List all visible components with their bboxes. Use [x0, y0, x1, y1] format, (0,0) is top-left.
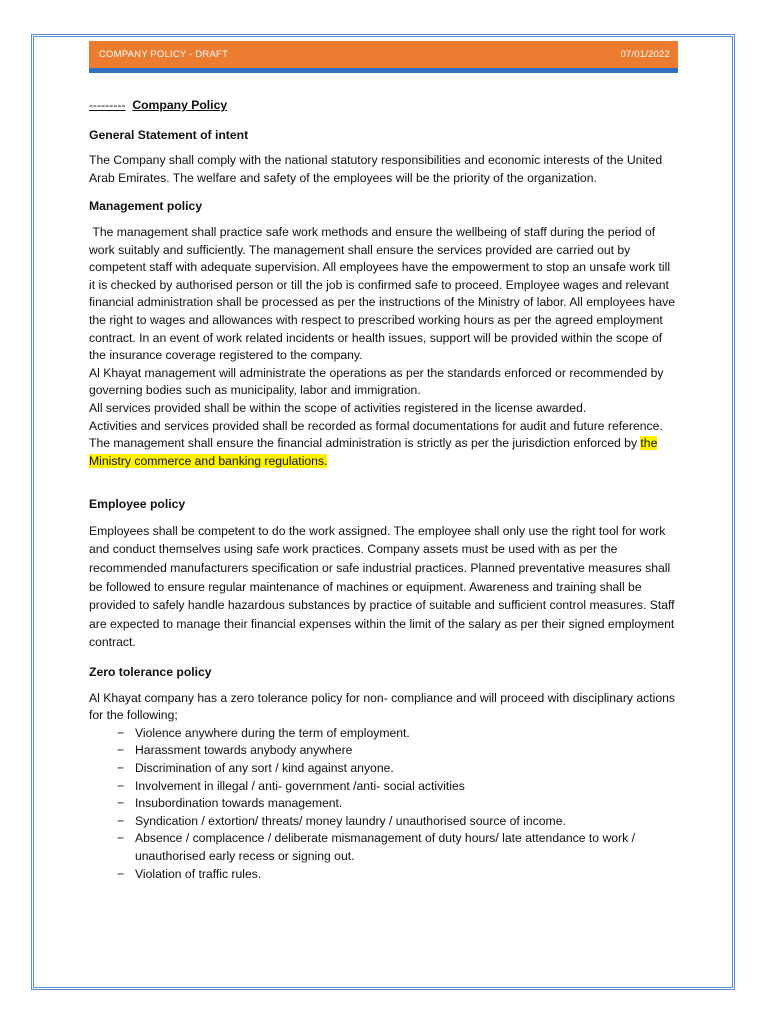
- zero-tolerance-heading: Zero tolerance policy: [89, 665, 212, 680]
- bullet-dash: −: [117, 813, 125, 828]
- management-paragraph-5-text: The management shall ensure the financial administration is strictly as per the jurisdiction enforced by: [89, 436, 641, 451]
- list-item: − Insubordination towards management.: [135, 795, 679, 813]
- list-item: − Violation of traffic rules.: [135, 866, 679, 884]
- title-text: Company Policy: [132, 98, 228, 112]
- general-heading: General Statement of intent: [89, 127, 249, 142]
- management-heading: Management policy: [89, 199, 203, 214]
- list-item: − Harassment towards anybody anywhere: [135, 742, 679, 760]
- zero-tolerance-list: [89, 725, 679, 883]
- header-date: 07/01/2022: [620, 49, 670, 60]
- document-body: [89, 95, 679, 883]
- document-title: [89, 97, 679, 115]
- general-text: The Company shall comply with the national statutory responsibilities and economic interests of the United Arab Emirates. The welfare and safety of the employees will be the priority of the organization.: [89, 153, 663, 185]
- management-paragraph-4: Activities and services provided shall be recorded as formal documentations for audit and future reference.: [89, 418, 663, 433]
- header-bar: [89, 41, 678, 73]
- management-paragraph-2: Al Khayat management will administrate the operations as per the standards enforced or recommended by governing bodies such as municipality, labor and immigration.: [89, 365, 664, 398]
- bullet-dash: −: [117, 778, 125, 793]
- employee-heading: Employee policy: [89, 497, 186, 512]
- list-item: − Involvement in illegal / anti- government /anti- social activities: [135, 778, 679, 796]
- bullet-dash: −: [117, 725, 125, 740]
- zero-tolerance-intro: Al Khayat company has a zero tolerance policy for non- compliance and will proceed with disciplinary actions for the following;: [89, 690, 675, 723]
- management-paragraph-3: All services provided shall be within the scope of activities registered in the license awarded.: [89, 400, 587, 415]
- list-item: − Discrimination of any sort / kind against anyone.: [135, 760, 679, 778]
- employee-text: Employees shall be competent to do the work assigned. The employee shall only use the right tool for work and conduct themselves using safe work practices. Company assets must be used with as per the recommended manufacturers specification or safe industrial practices. Planned preventative measures shall be followed to ensure regular maintenance of machines or equipment. Awareness and training shall be provided to safely handle hazardous substances by practice of suitable and sufficient control measures. Staff are expected to manage their financial expenses within the limit of the salary as per their signed employment contract.: [89, 523, 675, 650]
- list-item: − Absence / complacence / deliberate mismanagement of duty hours/ late attendance to work / unauthorised early recess or signing out.: [117, 831, 635, 863]
- management-paragraph-5: [89, 435, 679, 470]
- bullet-dash: −: [117, 796, 125, 811]
- bullet-dash: −: [117, 761, 125, 775]
- highlighted-text: the Ministry commerce and banking regulations.: [89, 436, 658, 468]
- header-title: COMPANY POLICY - DRAFT: [99, 49, 228, 60]
- title-dashes: ---------: [89, 98, 126, 112]
- list-item: − Syndication / extortion/ threats/ money laundry / unauthorised source of income.: [135, 813, 679, 831]
- bullet-dash: −: [117, 866, 125, 881]
- list-item: − Violence anywhere during the term of employment.: [135, 725, 679, 743]
- bullet-dash: −: [117, 743, 125, 758]
- management-paragraph-1: The management shall practice safe work methods and ensure the wellbeing of staff during the period of work suitably and sufficiently. The management shall ensure the services provided are carried out by competent staff with adequate supervision. All employees have the empowerment to stop an unsafe work till it is checked by authorised person or till the job is confirmed safe to proceed. Employee wages and relevant financial administration shall be processed as per the instructions of the Ministry of labor. All employees have the right to wages and allowances with respect to prescribed working hours as per the agreed employment contract. In an event of work related incidents or health issues, support will be provided within the scope of the insurance coverage registered to the company.: [89, 224, 679, 363]
- bullet-dash: −: [117, 831, 125, 846]
